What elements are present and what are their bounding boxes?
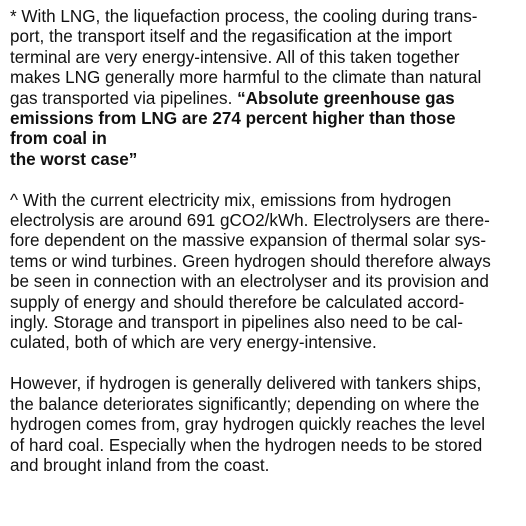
quote-emphasis-line: from coal in xyxy=(10,129,107,149)
text-line: supply of energy and should therefore be calculated accord- xyxy=(10,292,465,312)
text-line: ingly. Storage and transport in pipelines also need to be cal- xyxy=(10,313,463,333)
document-page xyxy=(10,7,522,476)
text-line: hydrogen comes from, gray hydrogen quickly reaches the level xyxy=(10,415,486,435)
text-segment: gas transported via pipelines. xyxy=(10,88,238,108)
text-line: electrolysis are around 691 gCO2/kWh. Electrolysers are there- xyxy=(10,211,490,231)
paragraph-hydrogen xyxy=(10,191,522,354)
text-line: be seen in connection with an electrolyser and its provision and xyxy=(10,272,489,292)
paragraph-tankers xyxy=(10,374,522,476)
paragraph-spacer xyxy=(10,354,522,374)
text-line: and brought inland from the coast. xyxy=(10,455,270,475)
paragraph-spacer xyxy=(10,170,522,190)
text-line: * With LNG, the liquefaction process, the cooling during trans- xyxy=(10,7,478,26)
text-line: makes LNG generally more harmful to the climate than natural xyxy=(10,68,482,88)
text-line: fore dependent on the massive expansion of thermal solar sys- xyxy=(10,231,487,251)
paragraph-lng xyxy=(10,7,522,170)
text-line: terminal are very energy-intensive. All of this taken together xyxy=(10,47,460,67)
text-line: tems or wind turbines. Green hydrogen should therefore always xyxy=(10,251,491,271)
text-line xyxy=(10,89,522,109)
text-line: of hard coal. Especially when the hydrogen needs to be stored xyxy=(10,435,483,455)
text-line: port, the transport itself and the regasification at the import xyxy=(10,27,452,47)
text-line: the balance deteriorates significantly; depending on where the xyxy=(10,394,480,414)
quote-emphasis-line: emissions from LNG are 274 percent higher than those xyxy=(10,109,456,129)
text-line: ^ With the current electricity mix, emissions from hydrogen xyxy=(10,190,452,210)
text-line: However, if hydrogen is generally delivered with tankers ships, xyxy=(10,374,482,394)
text-line: culated, both of which are very energy-intensive. xyxy=(10,333,377,353)
quote-emphasis: “Absolute greenhouse gas xyxy=(237,88,455,108)
quote-emphasis-line: the worst case” xyxy=(10,149,138,169)
